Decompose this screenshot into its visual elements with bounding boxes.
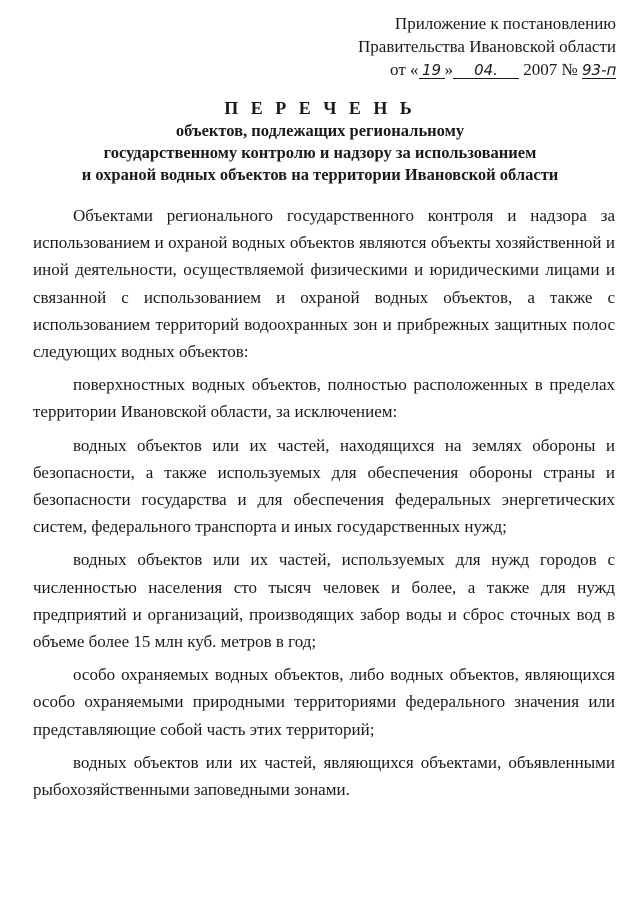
paragraph-defense-exception: водных объектов или их частей, находящихся на землях обороны и безопасности, а также используемых для обеспечения обороны страны и безопасности государства и для обеспечения федеральных энергетических систем, федерального транспорта и иных государственных нужд; — [33, 435, 615, 537]
document-title — [40, 96, 600, 186]
title-line-2: государственному контролю и надзору за использованием — [103, 143, 537, 162]
handwritten-day: 19 — [419, 62, 445, 79]
title-line-3: и охраной водных объектов на территории Ивановской области — [81, 165, 559, 184]
handwritten-month: 04. — [453, 62, 519, 79]
appendix-line-2: Правительства Ивановской области — [358, 37, 616, 56]
appendix-line-1: Приложение к постановлению — [394, 14, 616, 33]
paragraph-fishery-exception: водных объектов или их частей, являющихся объектами, объявленными рыбохозяйственными заповедными зонами. — [33, 752, 615, 800]
document-body — [33, 202, 615, 809]
paragraph-protected-exception: особо охраняемых водных объектов, либо водных объектов, являющихся особо охраняемыми природными территориями федерального значения или представляющие собой часть этих территорий; — [33, 665, 615, 739]
date-year: 2007 № — [523, 60, 578, 79]
date-prefix: от « — [390, 60, 419, 79]
paragraph-surface-objects: поверхностных водных объектов, полностью расположенных в пределах территории Ивановской области, за исключением: — [33, 375, 615, 422]
paragraph-intro: Объектами регионального государственного контроля и надзора за использованием и охраной водных объектов являются объекты хозяйственной и иной деятельности, осуществляемой физическими и юридическими лицами и связанной с использованием и охраной водных объектов, а также с использованием территорий водоохранных зон и прибрежных защитных полос следующих водных объектов: — [33, 206, 615, 362]
appendix-date-line — [356, 58, 616, 81]
title-line-1: объектов, подлежащих региональному — [175, 121, 465, 140]
title-heading: П Е Р Е Ч Е Н Ь — [224, 98, 416, 118]
paragraph-cities-exception: водных объектов или их частей, используемых для нужд городов с численностью населения сто тысяч человек и более, а также для нужд предприятий и организаций, производящих забор воды и сброс сточных вод в объеме более 15 млн куб. метров в год; — [33, 550, 615, 652]
date-mid: » — [444, 60, 454, 79]
appendix-header — [356, 12, 616, 81]
handwritten-number: 93-п — [582, 61, 617, 79]
